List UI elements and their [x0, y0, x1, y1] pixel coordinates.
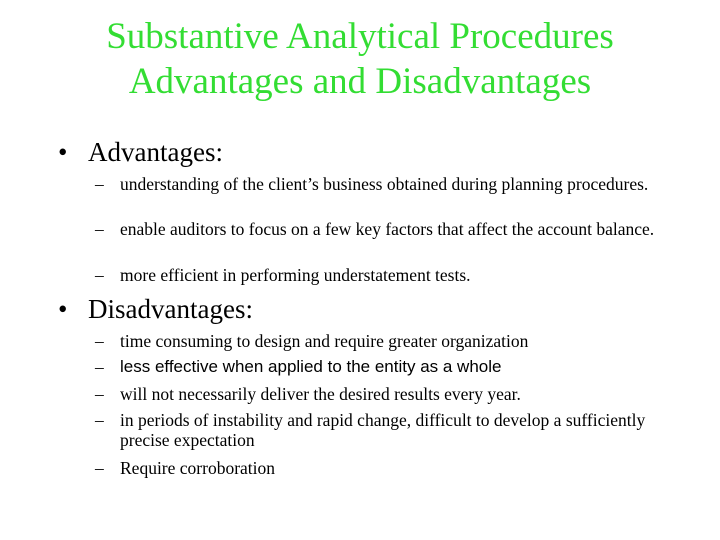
disadvantages-heading: [58, 294, 253, 324]
dash-icon: –: [95, 357, 104, 377]
title-line-2: Advantages and Disadvantages: [128, 61, 592, 102]
list-item-text: more efficient in performing understatement tests.: [120, 265, 471, 285]
disadvantages-heading-label: Disadvantages:: [88, 294, 253, 324]
list-item-text: Require corroboration: [120, 458, 276, 478]
advantages-heading: [58, 137, 223, 167]
list-item-text: less effective when applied to the entity as a whole: [120, 357, 502, 376]
list-item-text: understanding of the client’s business obtained during planning procedures.: [120, 174, 649, 194]
bullet-icon: •: [58, 137, 68, 167]
bullet-icon: •: [58, 294, 68, 324]
advantages-heading-label: Advantages:: [88, 137, 223, 167]
list-item-text: in periods of instability and rapid change, difficult to develop a sufficiently precise expectation: [120, 410, 646, 450]
dash-icon: –: [95, 219, 104, 239]
list-item-text: enable auditors to focus on a few key factors that affect the account balance.: [120, 219, 655, 239]
list-item-text: will not necessarily deliver the desired results every year.: [120, 384, 521, 404]
slide-title: [0, 14, 720, 104]
title-line-1: Substantive Analytical Procedures: [106, 16, 614, 57]
dash-icon: –: [95, 174, 104, 194]
dash-icon: –: [95, 384, 104, 404]
dash-icon: –: [95, 331, 104, 351]
list-item-text: time consuming to design and require greater organization: [120, 331, 529, 351]
dash-icon: –: [95, 265, 104, 285]
dash-icon: –: [95, 458, 104, 478]
dash-icon: –: [95, 410, 104, 430]
